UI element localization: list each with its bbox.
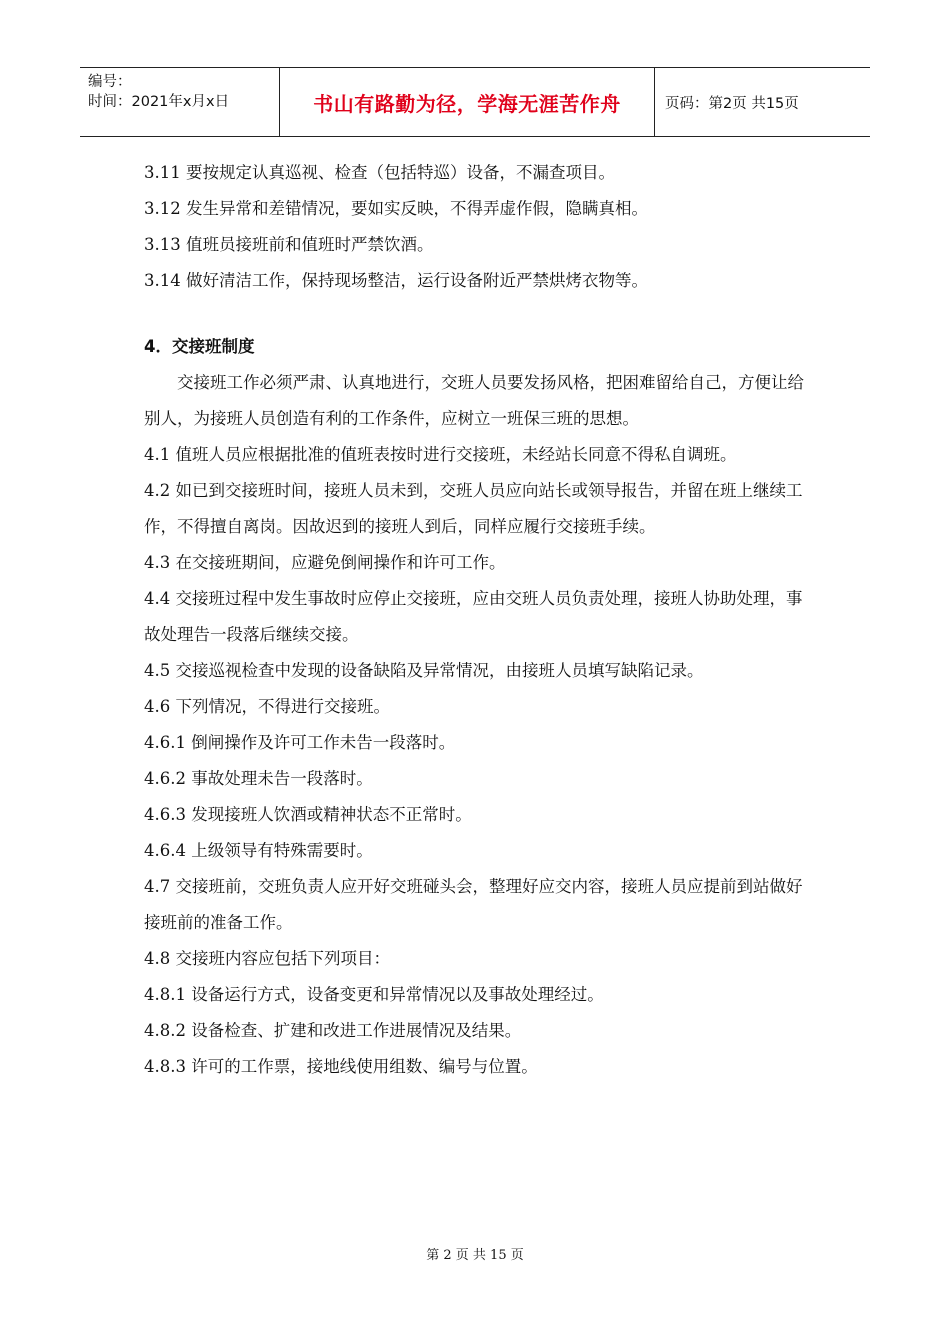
number-label: 编号： xyxy=(88,74,132,90)
list-item: 4.6.3 发现接班人饮酒或精神状态不正常时。 xyxy=(144,805,472,824)
list-item: 4.8.2 设备检查、扩建和改进工作进展情况及结果。 xyxy=(144,1021,522,1040)
list-item: 4.8.3 许可的工作票，接地线使用组数、编号与位置。 xyxy=(144,1057,538,1076)
page-footer: 第 2 页 共 15 页 xyxy=(426,1248,524,1263)
list-item: 4.3 在交接班期间，应避免倒闸操作和许可工作。 xyxy=(144,553,506,572)
list-item: 4.1 值班人员应根据批准的值班表按时进行交接班，未经站长同意不得私自调班。 xyxy=(144,445,737,464)
list-item: 3.12 发生异常和差错情况，要如实反映，不得弄虚作假，隐瞒真相。 xyxy=(144,199,648,218)
header-page-info: 页码：第2页 共15页 xyxy=(665,95,799,112)
list-item: 4.7 交接班前，交班负责人应开好交班碰头会，整理好应交内容，接班人员应提前到站做好接班前的准备工作。 xyxy=(144,877,803,932)
list-item: 4.6 下列情况，不得进行交接班。 xyxy=(144,697,390,716)
list-item: 4.6.2 事故处理未告一段落时。 xyxy=(144,769,373,788)
list-item: 3.11 要按规定认真巡视、检查（包括特巡）设备，不漏查项目。 xyxy=(144,163,615,182)
list-item: 4.8 交接班内容应包括下列项目： xyxy=(144,949,390,968)
section-gap xyxy=(144,299,814,329)
list-item: 3.14 做好清洁工作，保持现场整洁，运行设备附近严禁烘烤衣物等。 xyxy=(144,271,648,290)
header-left-cell xyxy=(80,68,280,136)
section-title: 4．交接班制度 xyxy=(144,337,255,356)
page-header xyxy=(80,67,870,137)
time-label: 时间：2021年x月x日 xyxy=(88,94,230,110)
list-item: 4.6.1 倒闸操作及许可工作未告一段落时。 xyxy=(144,733,456,752)
list-item: 3.13 值班员接班前和值班时严禁饮酒。 xyxy=(144,235,434,254)
list-item: 4.4 交接班过程中发生事故时应停止交接班，应由交班人员负责处理，接班人协助处理，事故处理告一段落后继续交接。 xyxy=(144,589,803,644)
list-item: 4.2 如已到交接班时间，接班人员未到，交班人员应向站长或领导报告，并留在班上继续工作，不得擅自离岗。因故迟到的接班人到后，同样应履行交接班手续。 xyxy=(144,481,803,536)
header-motto: 书山有路勤为径，学海无涯苦作舟 xyxy=(280,68,655,136)
list-item: 4.6.4 上级领导有特殊需要时。 xyxy=(144,841,373,860)
list-item: 4.8.1 设备运行方式，设备变更和异常情况以及事故处理经过。 xyxy=(144,985,604,1004)
section-intro: 交接班工作必须严肃、认真地进行，交班人员要发扬风格，把困难留给自己，方便让给别人，为接班人员创造有利的工作条件，应树立一班保三班的思想。 xyxy=(144,373,804,428)
list-item: 4.5 交接巡视检查中发现的设备缺陷及异常情况，由接班人员填写缺陷记录。 xyxy=(144,661,704,680)
document-body xyxy=(144,155,814,1085)
